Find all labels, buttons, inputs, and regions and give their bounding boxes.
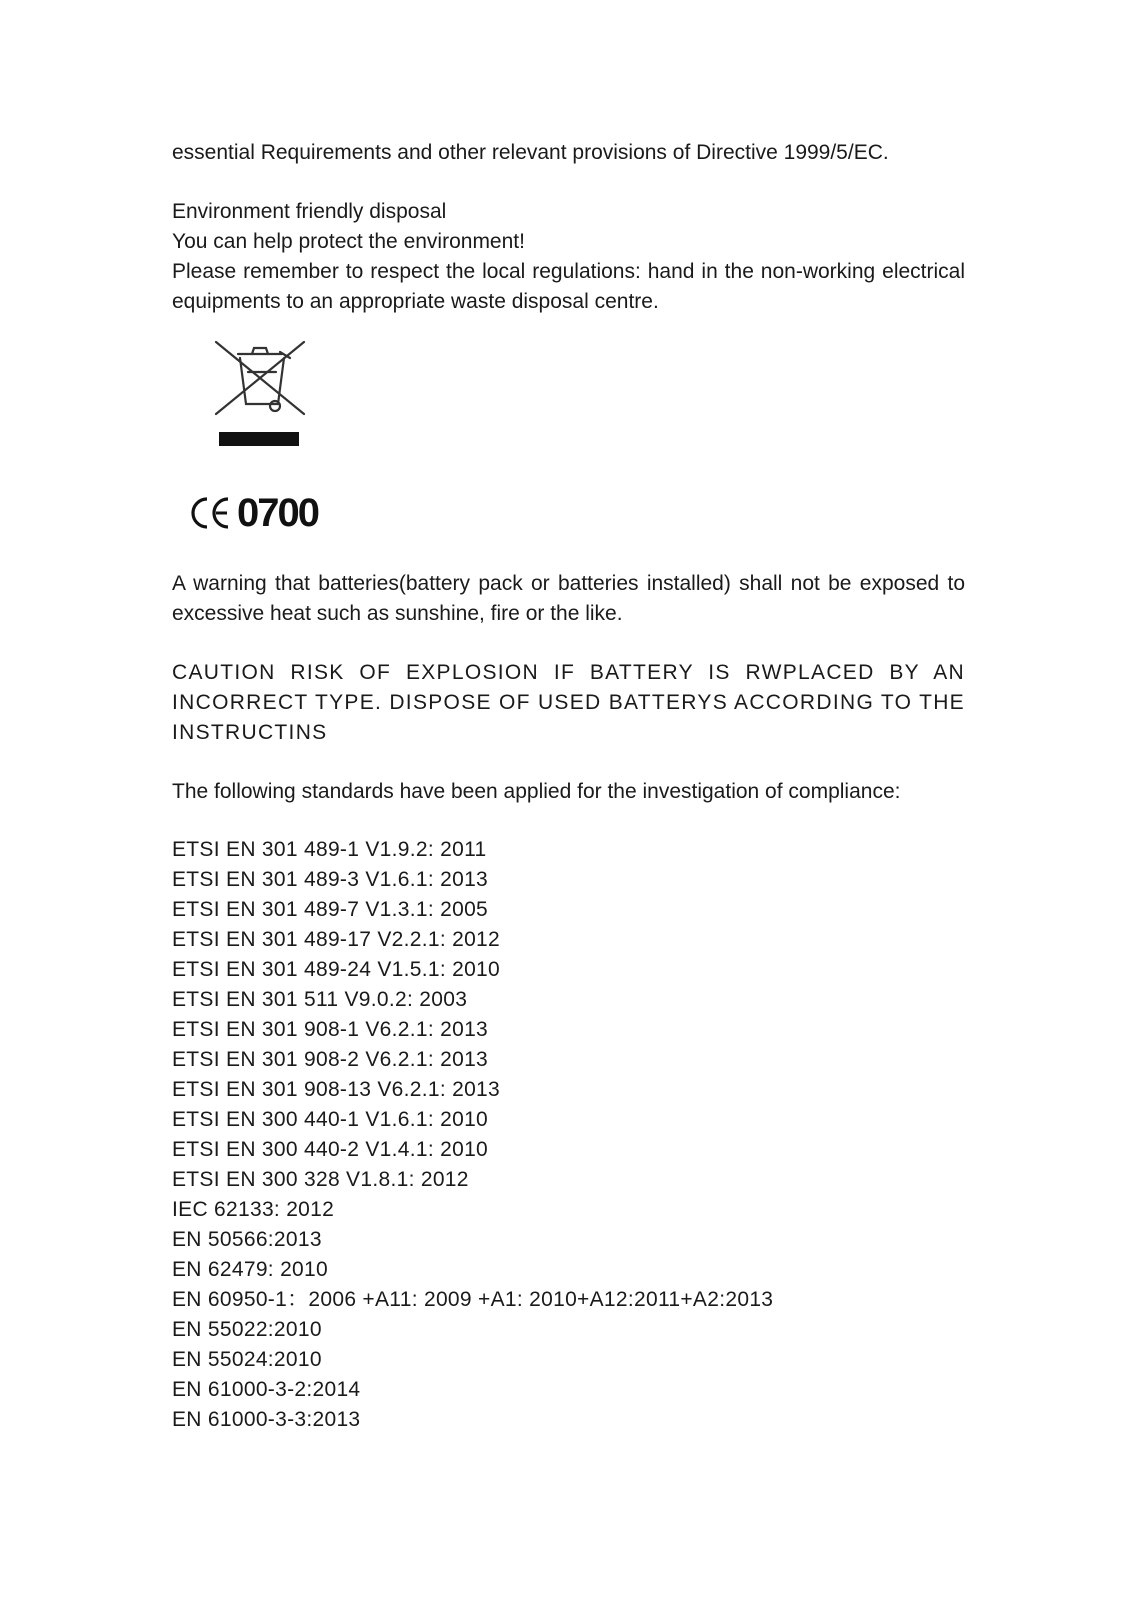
standard-item: EN 55024:2010 [172, 1348, 322, 1371]
ce-marking [188, 488, 318, 538]
standard-item: IEC 62133: 2012 [172, 1198, 335, 1221]
standard-item: ETSI EN 301 908-13 V6.2.1: 2013 [172, 1078, 501, 1101]
battery-warning: A warning that batteries(battery pack or batteries installed) shall not be exposed to excessive heat such as sunshine, fire or the like. [172, 572, 965, 625]
standard-item: ETSI EN 301 489-3 V1.6.1: 2013 [172, 868, 489, 891]
environment-heading: Environment friendly disposal [172, 200, 447, 223]
standard-item: ETSI EN 301 489-1 V1.9.2: 2011 [172, 838, 487, 861]
environment-body: Please remember to respect the local regulations: hand in the non-working electrical equipments to an appropriate waste disposal centre. [172, 260, 965, 313]
standard-item: EN 61000-3-3:2013 [172, 1408, 361, 1431]
standard-item: EN 61000-3-2:2014 [172, 1378, 361, 1401]
ce-notified-body-number: 0700 [237, 490, 318, 535]
standard-item: ETSI EN 301 511 V9.0.2: 2003 [172, 988, 468, 1011]
crossed-out-wheelie-bin-icon [212, 340, 312, 455]
environment-section [172, 197, 965, 317]
standards-intro: The following standards have been applied for the investigation of compliance: [172, 780, 901, 803]
standard-item: ETSI EN 301 908-2 V6.2.1: 2013 [172, 1048, 489, 1071]
standards-list [172, 835, 773, 1435]
standard-item: ETSI EN 300 328 V1.8.1: 2012 [172, 1168, 469, 1191]
standard-item: EN 60950-1：2006 +A11: 2009 +A1: 2010+A12:2011+A2:2013 [172, 1288, 774, 1311]
caution-notice: CAUTION RISK OF EXPLOSION IF BATTERY IS RWPLACED BY AN INCORRECT TYPE. DISPOSE OF USED BATTERYS ACCORDING TO THE INSTRUCTINS [172, 661, 965, 744]
environment-subheading: You can help protect the environment! [172, 230, 525, 253]
ce-mark-icon [188, 495, 234, 531]
standard-item: EN 55022:2010 [172, 1318, 322, 1341]
standard-item: EN 62479: 2010 [172, 1258, 328, 1281]
standard-item: ETSI EN 300 440-2 V1.4.1: 2010 [172, 1138, 489, 1161]
standard-item: ETSI EN 300 440-1 V1.6.1: 2010 [172, 1108, 489, 1131]
standard-item: EN 50566:2013 [172, 1228, 322, 1251]
directive-line: essential Requirements and other relevant provisions of Directive 1999/5/EC. [172, 141, 889, 164]
standard-item: ETSI EN 301 489-24 V1.5.1: 2010 [172, 958, 501, 981]
standard-item: ETSI EN 301 908-1 V6.2.1: 2013 [172, 1018, 489, 1041]
standard-item: ETSI EN 301 489-7 V1.3.1: 2005 [172, 898, 489, 921]
standard-item: ETSI EN 301 489-17 V2.2.1: 2012 [172, 928, 501, 951]
